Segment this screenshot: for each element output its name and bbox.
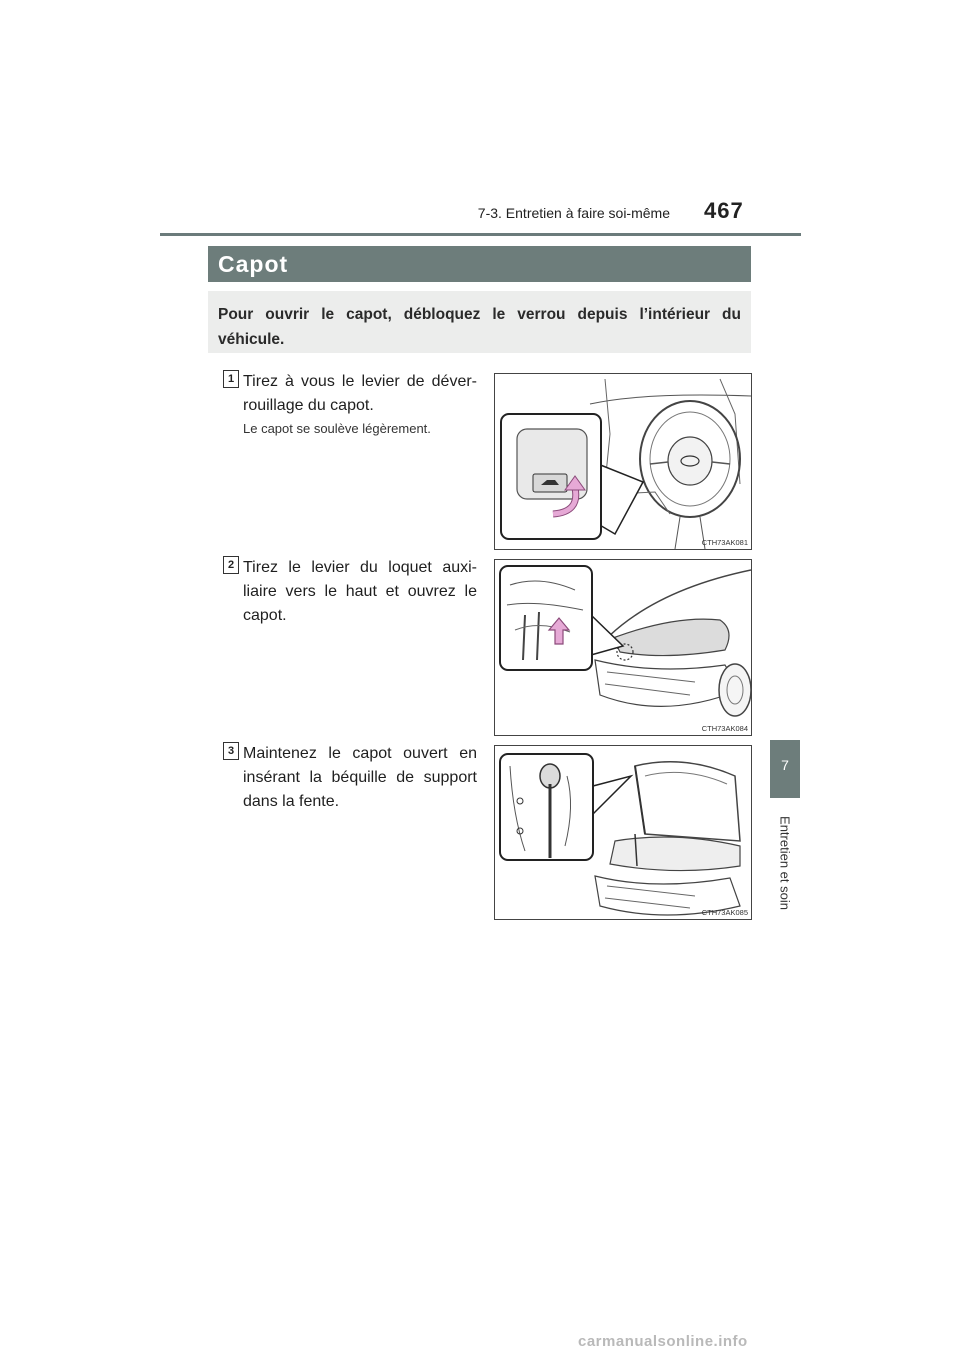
step-text: Tirez le levier du loquet auxi-liaire vers le haut et ouvrez le capot.: [243, 559, 477, 624]
step-text: Maintenez le capot ouvert en insérant la béquille de support dans la fente.: [243, 745, 477, 810]
chapter-label: Entretien et soin: [777, 816, 793, 910]
step-number: 2: [223, 556, 239, 574]
intro-text: Pour ouvrir le capot, débloquez le verrou depuis l’intérieur du véhicule.: [218, 306, 741, 348]
watermark: carmanualsonline.info: [578, 1333, 748, 1350]
figure-code: CTH73AK084: [701, 724, 748, 733]
section-title-bar: [208, 246, 751, 282]
figure-code: CTH73AK085: [701, 908, 748, 917]
step-number: 3: [223, 742, 239, 760]
header-rule: [160, 233, 801, 236]
step-text: Tirez à vous le levier de déver-rouillage du capot.: [243, 373, 477, 414]
step-note: Le capot se soulève légèrement.: [243, 421, 431, 436]
figure-auxiliary-latch: [494, 559, 752, 736]
chapter-side-label: [770, 798, 800, 928]
figure-hood-release-lever: [494, 373, 752, 550]
step-number: 1: [223, 370, 239, 388]
figure-code: CTH73AK081: [701, 538, 748, 547]
header-section-label: 7-3. Entretien à faire soi-même: [477, 205, 670, 221]
page-number: 467: [704, 198, 744, 223]
figure-hood-support-rod: [494, 745, 752, 920]
chapter-number: 7: [781, 757, 789, 773]
section-title: Capot: [218, 251, 289, 277]
